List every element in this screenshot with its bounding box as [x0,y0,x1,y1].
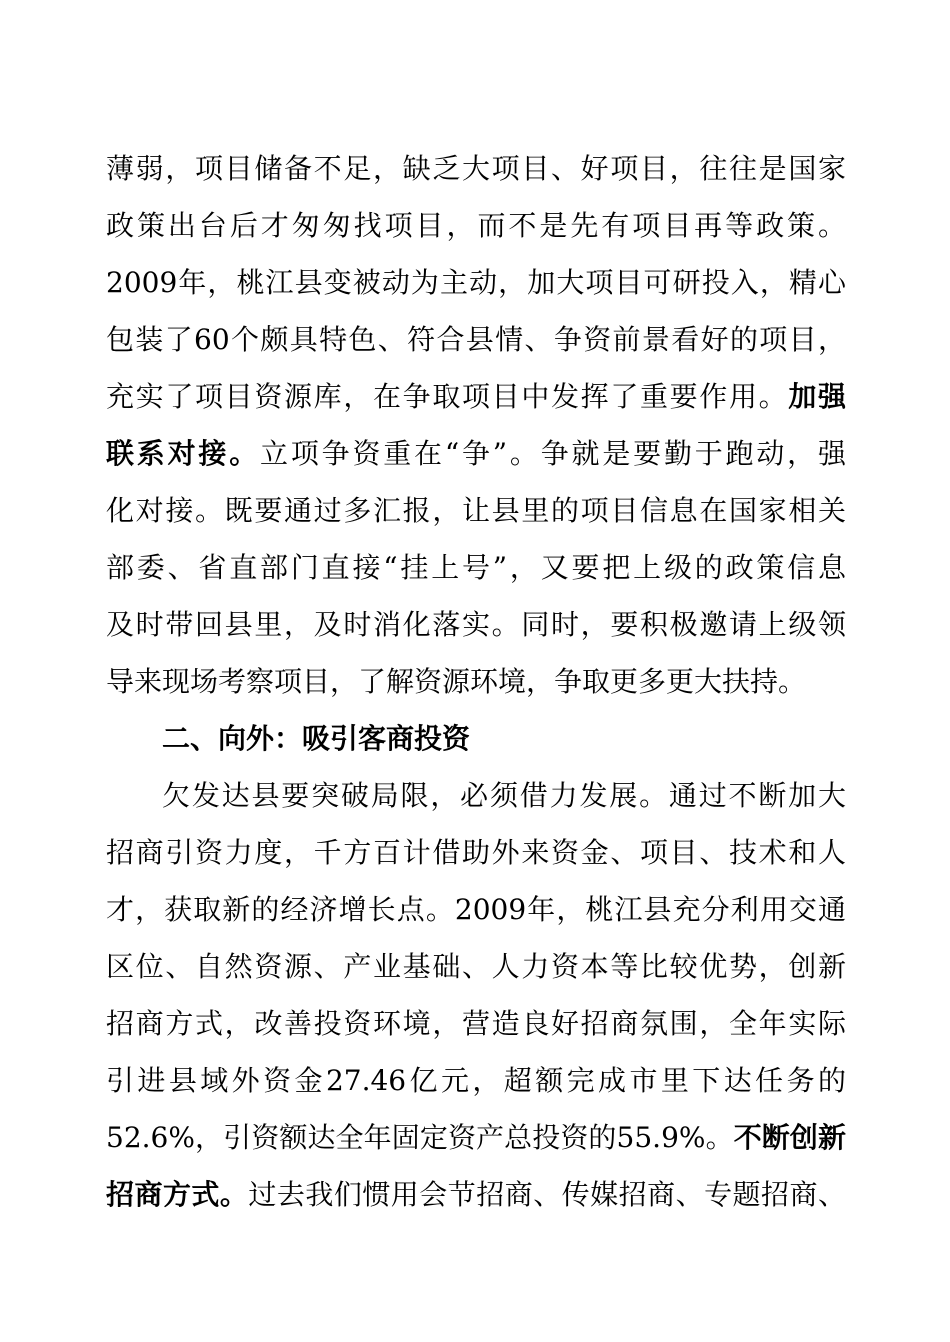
section-heading-paragraph [106,710,846,767]
text-line: 薄弱，项目储备不足，缺乏大项目、好项目，往往是国家 [106,152,846,185]
text-run: 充实了项目资源库，在争取项目中发挥了重要作用。 [106,380,789,413]
text-line: 区位、自然资源、产业基础、人力资本等比较优势，创新 [106,950,846,983]
text-line [106,1166,846,1223]
document-body [106,140,846,1223]
text-run: 52.6%，引资额达全年固定资产总投资的55.9%。 [106,1121,734,1154]
text-line: 招商引资力度，千方百计借助外来资金、项目、技术和人 [106,836,846,869]
text-line: 2009年，桃江县变被动为主动，加大项目可研投入，精心 [106,266,846,299]
text-line: 包装了60个颇具特色、符合县情、争资前景看好的项目， [106,323,846,356]
text-line: 政策出台后才匆匆找项目，而不是先有项目再等政策。 [106,209,846,242]
bold-subheading-start: 不断创新 [733,1121,846,1154]
text-line [106,1109,846,1166]
paragraph-project-reserve [106,140,846,710]
text-line [106,368,846,425]
text-line [106,425,846,482]
text-line: 才，获取新的经济增长点。2009年，桃江县充分利用交通 [106,893,846,926]
bold-subheading-start: 加强 [788,380,846,413]
text-line: 及时带回县里，及时消化落实。同时，要积极邀请上级领 [106,608,846,641]
text-line: 部委、省直部门直接“挂上号”，又要把上级的政策信息 [106,551,846,584]
bold-subheading-end: 招商方式。 [106,1178,249,1211]
bold-subheading-end: 联系对接。 [106,437,261,470]
text-run: 过去我们惯用会节招商、传媒招商、专题招商、 [248,1178,846,1211]
text-line: 导来现场考察项目，了解资源环境，争取更多更大扶持。 [106,665,807,698]
text-line: 引进县域外资金27.46亿元，超额完成市里下达任务的 [106,1064,846,1097]
paragraph-attract-investment [106,767,846,1223]
text-line: 化对接。既要通过多汇报，让县里的项目信息在国家相关 [106,494,846,527]
text-line: 欠发达县要突破局限，必须借力发展。通过不断加大 [162,779,846,812]
text-run: 立项争资重在“争”。争就是要勤于跑动，强 [260,437,846,470]
section-heading: 二、向外：吸引客商投资 [162,722,471,755]
text-line: 招商方式，改善投资环境，营造良好招商氛围，全年实际 [106,1007,846,1040]
